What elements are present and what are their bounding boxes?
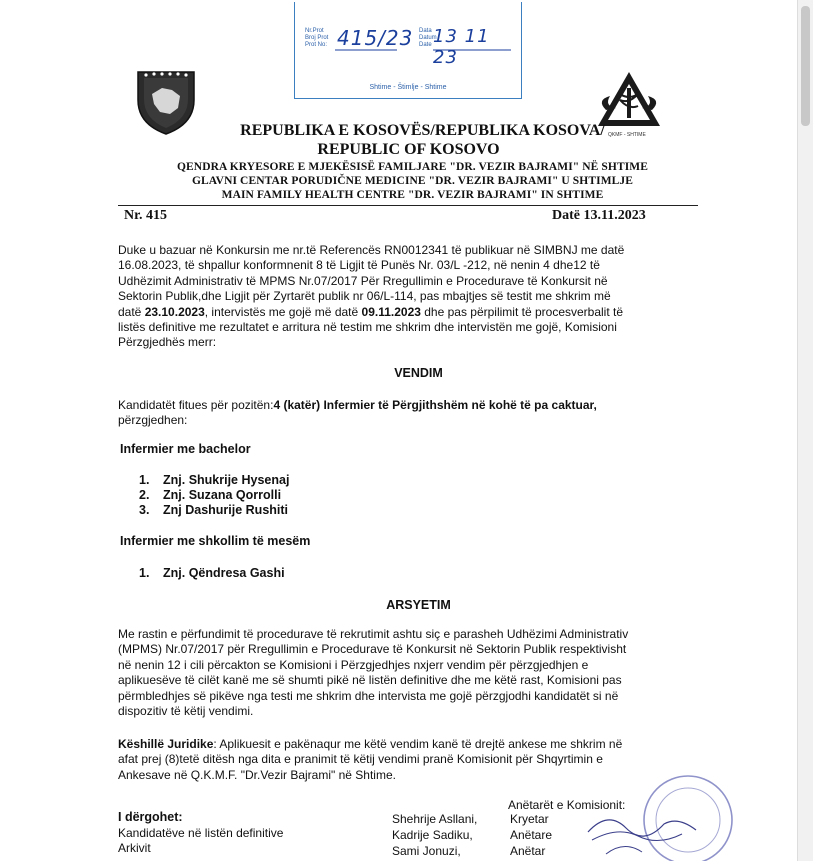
document-date: Datë 13.11.2023 <box>552 208 646 223</box>
candidate-name: Znj. Shukrije Hysenaj <box>163 473 290 487</box>
stamp-date-label-1: Data <box>419 28 432 34</box>
vendim-position: 4 (katër) Infermier të Përgjithshëm në kohë të pa caktuar, <box>273 398 597 412</box>
arsyetim-title: ARSYETIM <box>386 598 451 612</box>
institution-sr: GLAVNI CENTAR PORUDIČNE MEDICINE "DR. VEZIR BAJRAMI" U SHTIMLJE <box>191 175 634 187</box>
committee-member-name: Shehrije Asllani, <box>392 812 478 826</box>
scrollbar-thumb[interactable] <box>801 6 810 126</box>
stamp-label-2: Broj Prot <box>305 35 329 41</box>
institution-seal-icon <box>578 770 738 861</box>
list-item <box>139 503 288 517</box>
institution-en: MAIN FAMILY HEALTH CENTRE "DR. VEZIR BAJRAMI" IN SHTIME <box>221 189 604 201</box>
arsyetim-line-4: aplikuesëve të cilët kanë me së shumti pikë në listën definitive dhe me këtë rast, Komisioni pas <box>118 673 622 688</box>
committee-label: Anëtarët e Komisionit: <box>508 798 626 812</box>
committee-member-role: Kryetar <box>510 812 549 826</box>
candidate-name: Znj. Suzana Qorrolli <box>163 488 282 502</box>
committee-member-role: Anëtare <box>510 828 553 842</box>
list-item <box>139 566 285 580</box>
test-date: 23.10.2023 <box>144 304 205 319</box>
arsyetim-line-5: përmbledhjes së pikëve nga testi me shkrim dhe intervista me gojë përzgjodhi kandidatët si në <box>118 688 619 703</box>
list-item-number: 2. <box>139 488 150 502</box>
arsyetim-paragraph <box>118 627 698 719</box>
protocol-stamp <box>294 2 522 99</box>
list-item-number: 1. <box>139 473 150 487</box>
vertical-scrollbar[interactable] <box>797 0 813 861</box>
legal-line-1 <box>118 737 698 752</box>
list-item <box>139 488 281 502</box>
intro-line-5 <box>118 305 698 320</box>
legal-label: Këshillë Juridike <box>118 737 214 751</box>
intro-paragraph <box>118 243 698 351</box>
committee-member-name: Sami Jonuzi, <box>392 844 461 858</box>
legal-line-2: afat prej (8)tetë ditësh nga dita e pranimit të këtij vendimi pranë Komisionit për Shqyrtimin e <box>118 752 603 767</box>
arsyetim-line-2: (MPMS) Nr.07/2017 për Rregullimin e Procedurave të Konkursit në Sektorin Publik respektivisht <box>118 642 627 657</box>
stamp-number: 415/23 <box>337 26 414 50</box>
candidate-name: Znj. Qëndresa Gashi <box>163 566 285 580</box>
stamp-date-label-3: Date <box>419 42 432 48</box>
arsyetim-line-1: Me rastin e përfundimit të procedurave të rekrutimit ashtu siç e parasheh Udhëzimi Administrativ <box>118 627 629 641</box>
intro-line-7: Përzgjedhës merr: <box>118 335 217 350</box>
stamp-label-1: Nr.Prot <box>305 28 324 34</box>
group-bachelor-heading: Infermier me bachelor <box>120 442 251 456</box>
stamp-date-label-2: Datum <box>419 35 437 41</box>
intro-line-5-a: datë <box>118 304 145 319</box>
intro-line-6: listës definitive me rezultatet e arritura në testim me shkrim dhe intervistën me gojë, Komisioni <box>118 320 617 335</box>
committee-member-role: Anëtar <box>510 844 546 858</box>
vendim-line-2: përzgjedhen: <box>118 413 188 428</box>
vendim-title: VENDIM <box>394 366 443 380</box>
institution-sq: QENDRA KRYESORE E MJEKËSISË FAMILJARE "DR. VEZIR BAJRAMI" NË SHTIME <box>176 161 649 173</box>
arsyetim-line-3: në nenin 12 i cili përcakton se Komisioni i Përzgjedhjes nxjerr vendim për përzgjedhjen e <box>118 657 589 672</box>
intro-line-4: Sektorin Publik,dhe Ligjit për Zyrtarët publik nr 06/L-114, pas mbajtjes së testit me shkrim më <box>118 289 611 304</box>
interview-date: 09.11.2023 <box>361 304 421 319</box>
candidate-name: Znj Dashurije Rushiti <box>163 503 289 517</box>
list-item <box>139 473 289 487</box>
intro-line-3: Udhëzimit Administrativ të MPMS Nr.07/2017 Për Rregullimin e Procedurave të Konkursit në <box>118 273 608 288</box>
emblem-caption: QKMF - SHTIME <box>608 132 646 138</box>
arsyetim-line-6: dispozitiv të këtij vendimi. <box>118 704 254 719</box>
header-rule <box>118 205 698 206</box>
group-secondary-heading: Infermier me shkollim të mesëm <box>120 534 311 548</box>
document-number: Nr. 415 <box>124 208 168 223</box>
legal-line-3: Ankesave në Q.K.M.F. "Dr.Vezir Bajrami" në Shtime. <box>118 767 396 782</box>
stamp-underline <box>335 48 515 52</box>
sent-to-item: Arkivit <box>118 841 151 855</box>
legal-line-1-rest: : Aplikuesit e pakënaqur me këtë vendim kanë të drejtë ankese me shkrim në <box>213 737 623 751</box>
intro-line-2: 16.08.2023, të shpallur konformnenit 8 të Ligjit të Punës Nr. 03/L -212, në nenin 4 dhe12 të <box>118 258 600 273</box>
stamp-date: 13 11 23 <box>433 26 490 68</box>
sent-to-item: Kandidatëve në listën definitive <box>118 826 284 840</box>
vendim-paragraph <box>118 398 698 429</box>
stamp-footer: Shtime - Štimlje - Shtime <box>369 84 447 91</box>
stamp-label-3: Prot No: <box>305 42 328 48</box>
list-item-number: 3. <box>139 503 150 517</box>
intro-line-1: Duke u bazuar në Konkursin me nr.të Referencës RN0012341 të publikuar në SIMBNJ me datë <box>118 243 625 257</box>
header-line-2: REPUBLIC OF KOSOVO <box>317 141 500 158</box>
list-item-number: 1. <box>139 566 150 580</box>
intro-line-5-e: dhe pas përpilimit të procesverbalit të <box>420 304 624 319</box>
vendim-line-1-a: Kandidatët fitues për pozitën: <box>118 398 274 412</box>
header-line-1: REPUBLIKA E KOSOVËS/REPUBLIKA KOSOVA/ <box>240 122 605 139</box>
committee-member-name: Kadrije Sadiku, <box>392 828 473 842</box>
intro-line-5-c: , intervistës me gojë më datë <box>204 304 362 319</box>
vendim-line-1 <box>118 398 698 413</box>
sent-to-label: I dërgohet: <box>118 810 183 824</box>
